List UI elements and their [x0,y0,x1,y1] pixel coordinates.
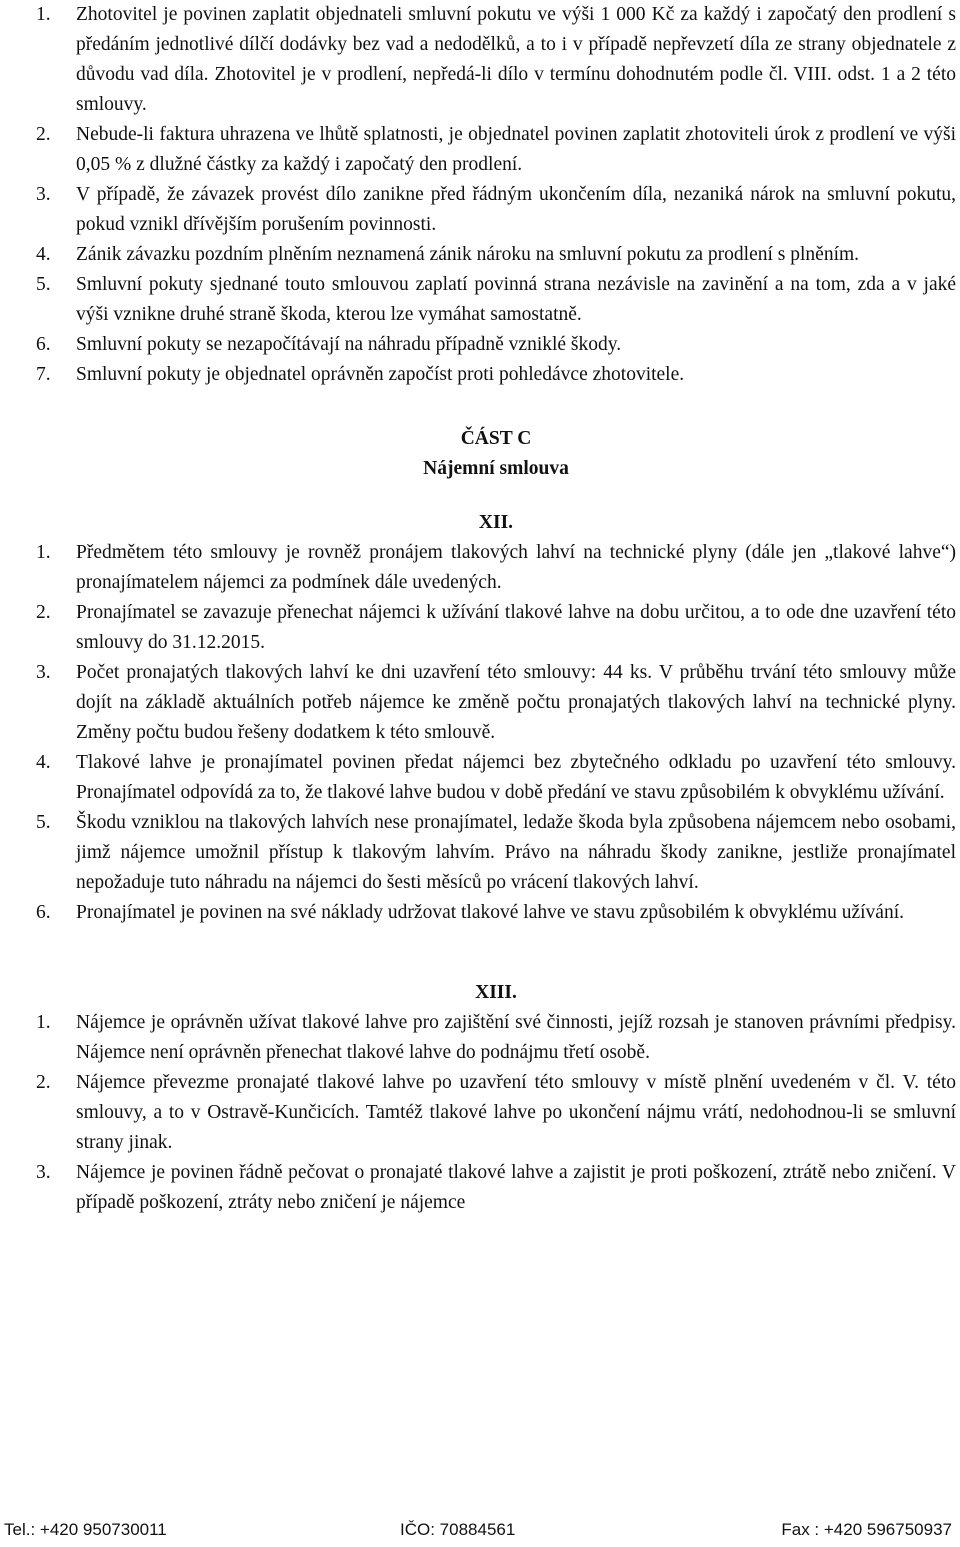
page-footer [0,1520,960,1544]
article-xii-heading: XII. [478,512,514,533]
article-xiii-clauses [36,1008,956,1218]
clause-item [36,1068,956,1158]
clause-item [36,748,956,808]
clause-number: 1. [36,542,51,563]
article-xii-clauses [36,538,956,928]
clause-number: 1. [36,1012,51,1033]
clause-number: 2. [36,124,51,145]
document-body [36,0,956,1218]
penalty-clauses [36,0,956,390]
clause-text: Smluvní pokuty sjednané touto smlouvou zaplatí povinná strana nezávisle na zavinění a na tom, zda a v jaké výši vznikne druhé straně škoda, kterou lze vymáhat samostatně. [76,274,956,325]
clause-item [36,330,956,360]
clause-number: 3. [36,1162,51,1183]
clause-number: 5. [36,812,51,833]
clause-number: 3. [36,662,51,683]
clause-text: Nájemce převezme pronajaté tlakové lahve po uzavření této smlouvy v místě plnění uvedeném v čl. V. této smlouvy, a to v Ostravě-Kunčicích. Tamtéž tlakové lahve po ukončení nájmu vrátí, nedohodnou-li se smluvní strany jinak. [76,1072,956,1153]
footer-company-id: IČO: 70884561 [400,1520,516,1539]
clause-text: Pronajímatel je povinen na své náklady udržovat tlakové lahve ve stavu způsobilém k obvyklému užívání. [76,902,904,923]
clause-number: 1. [36,4,51,25]
clause-item [36,538,956,598]
clause-item [36,808,956,898]
clause-text: Škodu vzniklou na tlakových lahvích nese pronajímatel, ledaže škoda byla způsobena nájemcem nebo osobami, jimž nájemce umožnil přístup k tlakovým lahvím. Právo na náhradu škody zanikne, jestliže pronajímatel nepožaduje tuto náhradu na nájemci do šesti měsíců po vrácení tlakových lahví. [76,812,956,893]
clause-item [36,658,956,748]
clause-text: Smluvní pokuty se nezapočítávají na náhradu případně vzniklé škody. [76,334,622,355]
clause-number: 2. [36,1072,51,1093]
clause-number: 6. [36,334,51,355]
clause-number: 6. [36,902,51,923]
clause-text: Počet pronajatých tlakových lahví ke dni uzavření této smlouvy: 44 ks. V průběhu trvání této smlouvy může dojít na základě aktuálních potřeb nájemce ke změně počtu pronajatých tlakových lahví na technické plyny. Změny počtu budou řešeny dodatkem k této smlouvě. [76,662,956,743]
part-subheading: Nájemní smlouva [423,458,569,479]
clause-number: 3. [36,184,51,205]
clause-item [36,1158,956,1218]
footer-fax: Fax : +420 596750937 [781,1520,952,1539]
clause-item [36,270,956,330]
clause-text: Zhotovitel je povinen zaplatit objednateli smluvní pokutu ve výši 1 000 Kč za každý i započatý den prodlení s předáním jednotlivé dílčí dodávky bez vad a nedodělků, a to i v případě nepřevzetí díla ze strany objednatele z důvodu vad díla. Zhotovitel je v prodlení, nepředá-li dílo v termínu dohodnutém podle čl. VIII. odst. 1 a 2 této smlouvy. [76,4,956,115]
clause-item [36,598,956,658]
clause-number: 4. [36,244,51,265]
clause-text: Pronajímatel se zavazuje přenechat nájemci k užívání tlakové lahve na dobu určitou, a to ode dne uzavření této smlouvy do 31.12.2015. [76,602,956,653]
clause-item [36,1008,956,1068]
clause-number: 7. [36,364,51,385]
clause-text: V případě, že závazek provést dílo zanikne před řádným ukončením díla, nezaniká nárok na smluvní pokutu, pokud vznikl dřívějším porušením povinnosti. [76,184,956,235]
part-heading: ČÁST C [460,428,532,449]
clause-item [36,180,956,240]
footer-phone: Tel.: +420 950730011 [4,1520,167,1539]
clause-number: 5. [36,274,51,295]
clause-item [36,898,956,928]
clause-text: Nájemce je povinen řádně pečovat o pronajaté tlakové lahve a zajistit je proti poškození, ztrátě nebo zničení. V případě poškození, ztráty nebo zničení je nájemce [76,1162,956,1213]
clause-item [36,360,956,390]
clause-text: Nebude-li faktura uhrazena ve lhůtě splatnosti, je objednatel povinen zaplatit zhotoviteli úrok z prodlení ve výši 0,05 % z dlužné částky za každý i započatý den prodlení. [76,124,956,175]
clause-item [36,240,956,270]
clause-item [36,0,956,120]
clause-number: 4. [36,752,51,773]
clause-text: Zánik závazku pozdním plněním neznamená zánik nároku na smluvní pokutu za prodlení s plněním. [76,244,860,265]
clause-text: Nájemce je oprávněn užívat tlakové lahve pro zajištění své činnosti, jejíž rozsah je stanoven právními předpisy. Nájemce není oprávněn přenechat tlakové lahve do podnájmu třetí osobě. [76,1012,956,1063]
clause-text: Předmětem této smlouvy je rovněž pronájem tlakových lahví na technické plyny (dále jen „tlakové lahve“) pronajímatelem nájemci za podmínek dále uvedených. [76,542,956,593]
article-xiii-heading: XIII. [475,982,517,1003]
clause-text: Smluvní pokuty je objednatel oprávněn započíst proti pohledávce zhotovitele. [76,364,685,385]
clause-number: 2. [36,602,51,623]
clause-item [36,120,956,180]
clause-text: Tlakové lahve je pronajímatel povinen předat nájemci bez zbytečného odkladu po uzavření této smlouvy. Pronajímatel odpovídá za to, že tlakové lahve budou v době předání ve stavu způsobilém k obvyklému užívání. [76,752,956,803]
